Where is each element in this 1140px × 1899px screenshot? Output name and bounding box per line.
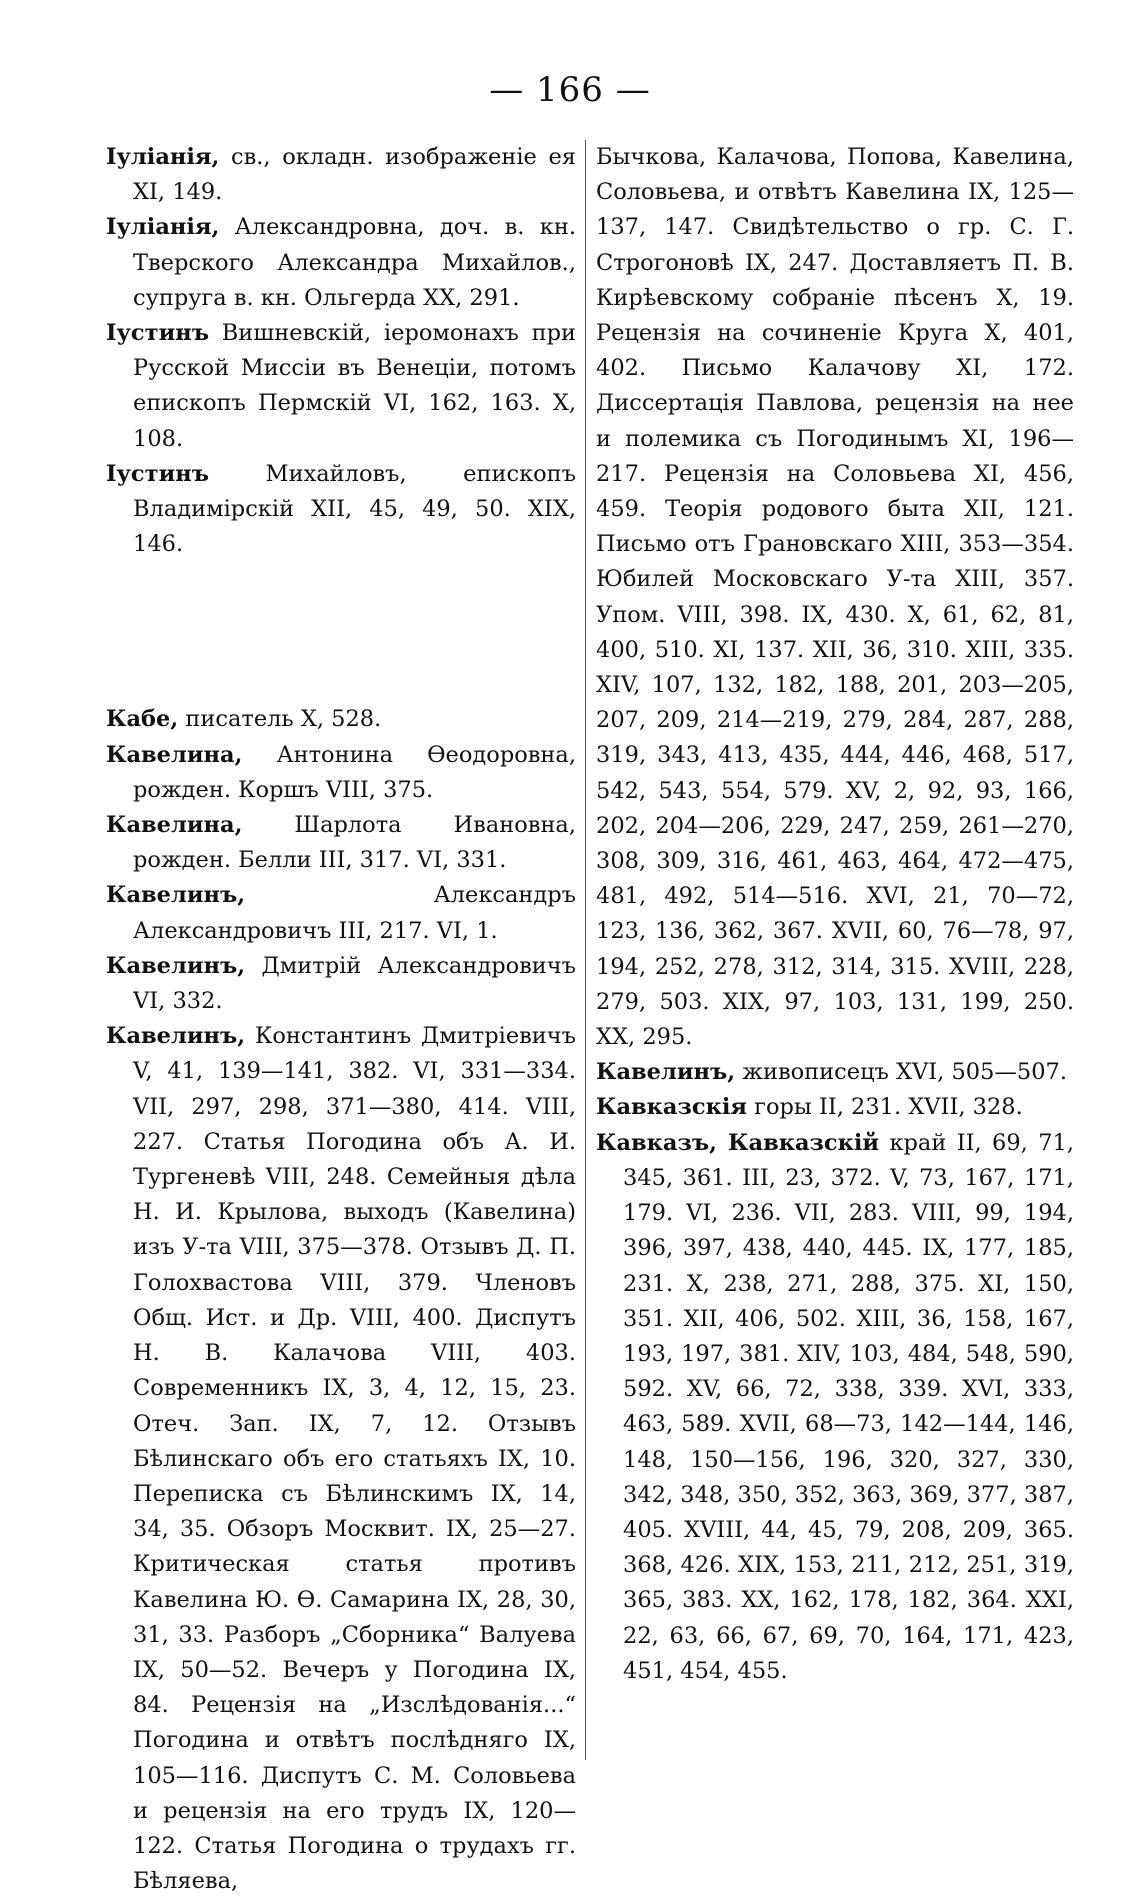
entry-headword: Кавказъ, Кавказскій [596,1129,880,1156]
entry-text: Дмитрій Александровичъ VI, 332. [133,952,576,1015]
entry-text: край II, 69, 71, 345, 361. III, 23, 372. V, 73, 167, 171, 179. VI, 236. VII, 283. VIII, 99, 194, 396, 397, 438, 440, 445. IX, 177, 185, 231. X, 238, 271, 288, 375. XI, 150, 351. XII, 406, 502. XIII, 36, 158, 167, 193, 197, 381. XIV, 103, 484, 548, 590, 592. XV, 66, 72, 338, 339. XVI, 333, 463, 589. XVII, 68—73, 142—144, 146, 148, 150—156, 196, 320, 327, 330, 342, 348, 350, 352, 363, 369, 377, 387, 405. XVIII, 44, 45, 79, 208, 209, 365. 368, 426. XIX, 153, 211, 212, 251, 319, 365, 383. XX, 162, 178, 182, 364. XXI, 22, 63, 66, 67, 69, 70, 164, 171, 423, 451, 454, 455. [623,1129,1074,1684]
index-entry [596,1055,1074,1090]
index-entry [106,1019,576,1899]
index-entry [106,140,576,210]
page-number: — 166 — [489,70,651,110]
entry-text: Александръ Александровичъ III, 217. VI, 1. [133,882,576,944]
column-divider [585,140,586,1760]
index-entry [106,949,576,1019]
entry-headword: Кавелинъ, [596,1059,736,1086]
entry-headword: Кавелинъ, [106,952,246,979]
index-entry [596,1126,1074,1689]
left-column [106,140,576,1899]
entry-text: Александровна, доч. в. кн. Тверского Александра Михайлов., супруга в. кн. Ольгерда XX, 291. [133,214,577,311]
entry-text: писатель X, 528. [185,706,382,733]
entry-headword: Кавелинъ, [106,1023,246,1050]
entry-headword: Кавелина, [106,741,243,768]
entry-text: живописецъ XVI, 505—507. [742,1059,1068,1086]
entry-text: св., окладн. изображеніе ея XI, 149. [133,144,576,206]
entry-headword: Іустинъ [106,460,209,487]
entry-headword: Іуліанія, [106,214,220,241]
entry-headword: Кавелинъ, [106,882,246,909]
right-column [596,140,1074,1689]
section-gap [106,562,576,702]
entry-text: Вишневскій, іеромонахъ при Русской Миссіи въ Венеціи, потомъ епископъ Пермскій VI, 162, 163. X, 108. [133,320,576,452]
index-entry [106,457,576,563]
index-entry [106,878,576,948]
index-entry [106,808,576,878]
index-entry [106,702,576,737]
entry-text: Константинъ Дмитріевичъ V, 41, 139—141, 382. VI, 331—334. VII, 297, 298, 371—380, 414. VIII, 227. Статья Погодина объ А. И. Тургеневѣ VIII, 248. Семейныя дѣла Н. И. Крылова, выходъ (Кавелина) изъ У-та VIII, 375—378. Отзывъ Д. П. Голохвастова VIII, 379. Членовъ Общ. Ист. и Др. VIII, 400. Диспутъ Н. В. Калачова VIII, 403. Современникъ IX, 3, 4, 12, 15, 23. Отеч. Зап. IX, 7, 12. Отзывъ Бѣлинскаго объ его статьяхъ IX, 10. Переписка съ Бѣлинскимъ IX, 14, 34, 35. Обзоръ Москвит. IX, 25—27. Критическая статья противъ Кавелина Ю. Ө. Самарина IX, 28, 30, 31, 33. Разборъ „Сборника“ Валуева IX, 50—52. Вечеръ у Погодина IX, 84. Рецензія на „Изслѣдованія...“ Погодина и отвѣтъ послѣдняго IX, 105—116. Диспутъ С. М. Соловьева и рецензія на его трудъ IX, 120—122. Статья Погодина о трудахъ гг. Бѣляева, [133,1023,576,1895]
entry-text: горы II, 231. XVII, 328. [754,1094,1023,1121]
index-entry [106,316,576,457]
entry-continuation: Бычкова, Калачова, Попова, Кавелина, Соловьева, и отвѣтъ Кавелина IX, 125—137, 147. Свидѣтельство о гр. С. Г. Строгоновѣ IX, 247. Доставляетъ П. В. Кирѣевскому собраніе пѣсенъ X, 19. Рецензія на сочиненіе Круга X, 401, 402. Письмо Калачову XI, 172. Диссертація Павлова, рецензія на нее и полемика съ Погодинымъ XI, 196—217. Рецензія на Соловьева XI, 456, 459. Теорія родового быта XII, 121. Письмо отъ Грановскаго XIII, 353—354. Юбилей Московскаго У-та XIII, 357. Упом. VIII, 398. IX, 430. X, 61, 62, 81, 400, 510. XI, 137. XII, 36, 310. XIII, 335. XIV, 107, 132, 182, 188, 201, 203—205, 207, 209, 214—219, 279, 284, 287, 288, 319, 343, 413, 435, 444, 446, 468, 517, 542, 543, 554, 579. XV, 2, 92, 93, 166, 202, 204—206, 229, 247, 259, 261—270, 308, 309, 316, 461, 463, 464, 472—475, 481, 492, 514—516. XVI, 21, 70—72, 123, 136, 362, 367. XVII, 60, 76—78, 97, 194, 252, 278, 312, 314, 315. XVIII, 228, 279, 503. XIX, 97, 103, 131, 199, 250. XX, 295. [596,144,1074,1051]
entry-text: Шарлота Ивановна, рожден. Белли III, 317. VI, 331. [133,812,577,874]
entry-headword: Іуліанія, [106,144,220,170]
entry-headword: Кабе, [106,706,179,733]
index-entry [596,1090,1074,1125]
entry-headword: Іустинъ [106,320,209,347]
entry-text: Антонина Өеодоровна, рожден. Коршъ VIII, 375. [133,741,576,803]
index-entry [106,210,576,316]
entry-headword: Кавказскія [596,1094,747,1121]
entry-headword: Кавелина, [106,812,243,839]
index-entry [106,738,576,808]
entry-text: Михайловъ, епископъ Владимірскій XII, 45, 49, 50. XIX, 146. [133,460,576,558]
